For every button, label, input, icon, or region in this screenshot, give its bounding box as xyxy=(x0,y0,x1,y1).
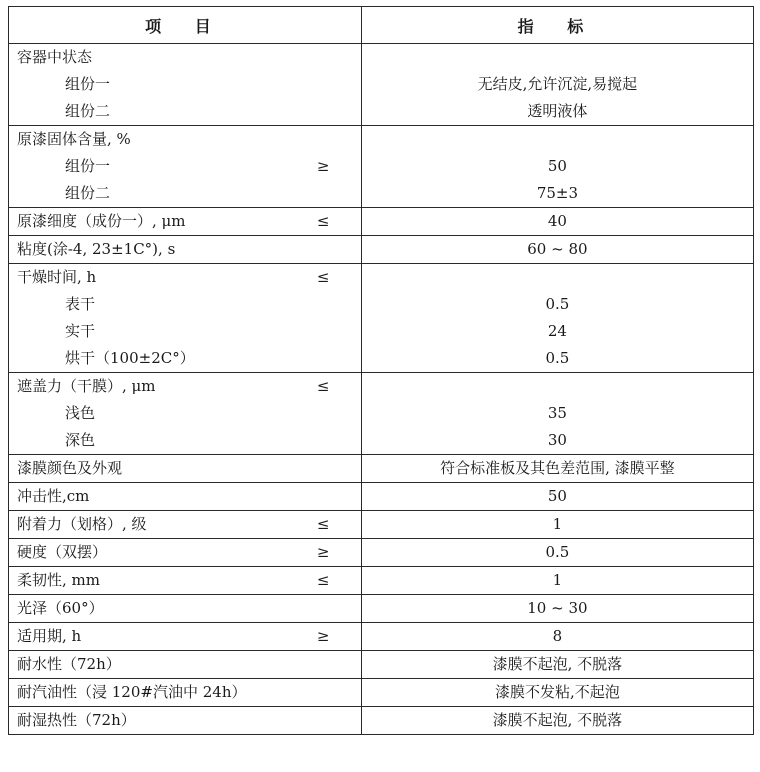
property-line xyxy=(9,126,361,153)
comparison-symbol: ≤ xyxy=(316,377,330,395)
property-label: 耐汽油性（浸 120#汽油中 24h） xyxy=(17,683,247,701)
property-label: 耐水性（72h） xyxy=(17,655,121,673)
property-label: 冲击性,cm xyxy=(17,487,90,505)
value-line: 30 xyxy=(547,431,567,449)
property-label: 组份一 xyxy=(65,75,111,93)
property-line xyxy=(9,483,361,510)
table-row xyxy=(9,679,754,707)
value-cell xyxy=(361,539,753,567)
value-line: 漆膜不起泡, 不脱落 xyxy=(492,655,623,673)
value-line: 60 ~ 80 xyxy=(527,240,588,258)
value-cell xyxy=(361,623,753,651)
value-cell xyxy=(361,707,753,735)
property-cell xyxy=(9,483,362,511)
table-row xyxy=(9,651,754,679)
property-line xyxy=(9,44,361,71)
value-line: 漆膜不发粘,不起泡 xyxy=(495,683,620,701)
value-line: 0.5 xyxy=(545,295,570,313)
table-row xyxy=(9,44,754,126)
property-label: 原漆固体含量, % xyxy=(17,130,131,148)
property-cell xyxy=(9,373,362,455)
property-subline xyxy=(9,345,361,372)
value-line: 透明液体 xyxy=(527,102,588,120)
value-cell xyxy=(361,455,753,483)
property-line xyxy=(9,623,361,650)
value-line: 1 xyxy=(552,571,563,589)
table-row xyxy=(9,208,754,236)
header-item: 项 目 xyxy=(9,7,362,44)
property-line xyxy=(9,373,361,400)
property-subline xyxy=(9,98,361,125)
comparison-symbol: ≤ xyxy=(316,515,330,533)
property-subline xyxy=(9,400,361,427)
property-subline xyxy=(9,153,361,180)
property-cell xyxy=(9,264,362,373)
property-subline xyxy=(9,180,361,207)
property-cell xyxy=(9,455,362,483)
value-cell xyxy=(361,679,753,707)
value-line: 50 xyxy=(547,487,567,505)
comparison-symbol: ≤ xyxy=(316,212,330,230)
property-label: 漆膜颜色及外观 xyxy=(17,459,123,477)
value-line: 10 ~ 30 xyxy=(527,599,588,617)
value-line: 符合标准板及其色差范围, 漆膜平整 xyxy=(440,459,675,477)
table-row xyxy=(9,126,754,208)
spec-table-wrapper xyxy=(8,6,754,735)
property-line xyxy=(9,595,361,622)
property-label: 粘度(涂-4, 23±1C°), s xyxy=(17,240,176,258)
table-row xyxy=(9,511,754,539)
property-cell xyxy=(9,595,362,623)
property-line xyxy=(9,707,361,734)
table-row xyxy=(9,539,754,567)
property-cell xyxy=(9,208,362,236)
table-row xyxy=(9,373,754,455)
property-label: 柔韧性, mm xyxy=(17,571,100,589)
property-line xyxy=(9,455,361,482)
header-index: 指 标 xyxy=(361,7,753,44)
property-label: 烘干（100±2C°） xyxy=(65,349,195,367)
property-label: 组份一 xyxy=(65,157,111,175)
table-row xyxy=(9,483,754,511)
value-line: 75±3 xyxy=(536,184,579,202)
value-cell xyxy=(361,651,753,679)
property-cell xyxy=(9,236,362,264)
property-label: 表干 xyxy=(65,295,96,313)
property-label: 适用期, h xyxy=(17,627,82,645)
spec-table-body xyxy=(9,44,754,735)
table-row xyxy=(9,595,754,623)
comparison-symbol: ≤ xyxy=(316,268,330,286)
table-row xyxy=(9,623,754,651)
value-line: 无结皮,允许沉淀,易搅起 xyxy=(477,75,638,93)
value-cell xyxy=(361,483,753,511)
property-line xyxy=(9,651,361,678)
value-line xyxy=(362,126,753,153)
comparison-symbol: ≥ xyxy=(316,627,330,645)
value-cell xyxy=(361,511,753,539)
property-line xyxy=(9,264,361,291)
value-line: 1 xyxy=(552,515,563,533)
property-cell xyxy=(9,567,362,595)
property-label: 硬度（双摆） xyxy=(17,543,108,561)
value-line: 24 xyxy=(547,322,567,340)
property-line xyxy=(9,539,361,566)
property-cell xyxy=(9,623,362,651)
value-line: 0.5 xyxy=(545,543,570,561)
property-label: 光泽（60°） xyxy=(17,599,104,617)
value-line: 漆膜不起泡, 不脱落 xyxy=(492,711,623,729)
property-label: 遮盖力（干膜）, μm xyxy=(17,377,156,395)
table-row xyxy=(9,455,754,483)
property-label: 原漆细度（成份一）, μm xyxy=(17,212,186,230)
property-label: 干燥时间, h xyxy=(17,268,97,286)
property-label: 实干 xyxy=(65,322,96,340)
property-label: 容器中状态 xyxy=(17,48,93,66)
value-line: 50 xyxy=(547,157,567,175)
property-subline xyxy=(9,291,361,318)
property-cell xyxy=(9,651,362,679)
value-line xyxy=(362,264,753,291)
property-label: 浅色 xyxy=(65,404,96,422)
value-cell xyxy=(361,373,753,455)
value-cell xyxy=(361,44,753,126)
value-line xyxy=(362,44,753,71)
property-cell xyxy=(9,126,362,208)
property-line xyxy=(9,208,361,235)
value-cell xyxy=(361,595,753,623)
value-line: 40 xyxy=(547,212,567,230)
comparison-symbol: ≥ xyxy=(316,157,330,175)
header-row xyxy=(9,7,754,44)
value-cell xyxy=(361,264,753,373)
value-cell xyxy=(361,236,753,264)
table-row xyxy=(9,236,754,264)
property-line xyxy=(9,236,361,263)
property-label: 附着力（划格）, 级 xyxy=(17,515,147,533)
property-cell xyxy=(9,679,362,707)
table-row xyxy=(9,567,754,595)
property-line xyxy=(9,511,361,538)
property-label: 组份二 xyxy=(65,184,111,202)
property-subline xyxy=(9,427,361,454)
table-row xyxy=(9,264,754,373)
value-line: 8 xyxy=(552,627,563,645)
property-cell xyxy=(9,707,362,735)
value-line: 0.5 xyxy=(545,349,570,367)
value-line xyxy=(362,373,753,400)
property-label: 深色 xyxy=(65,431,96,449)
property-label: 组份二 xyxy=(65,102,111,120)
property-cell xyxy=(9,44,362,126)
property-subline xyxy=(9,71,361,98)
spec-table xyxy=(8,6,754,735)
value-line: 35 xyxy=(547,404,567,422)
property-label: 耐湿热性（72h） xyxy=(17,711,136,729)
table-row xyxy=(9,707,754,735)
property-subline xyxy=(9,318,361,345)
value-cell xyxy=(361,126,753,208)
property-cell xyxy=(9,539,362,567)
comparison-symbol: ≤ xyxy=(316,571,330,589)
comparison-symbol: ≥ xyxy=(316,543,330,561)
value-cell xyxy=(361,208,753,236)
property-line xyxy=(9,567,361,594)
property-line xyxy=(9,679,361,706)
value-cell xyxy=(361,567,753,595)
property-cell xyxy=(9,511,362,539)
